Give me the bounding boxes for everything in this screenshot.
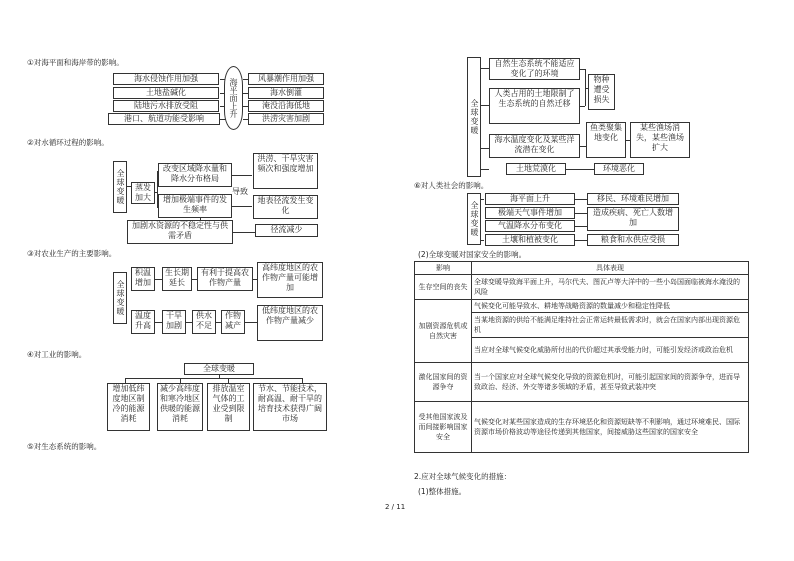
eco-not-adapt-box: 自然生态系统不能适应变化了的环境	[489, 58, 580, 80]
agri-crop-loss-box: 作物减产	[221, 310, 245, 334]
agri-warming-box: 全球变暖	[113, 272, 127, 324]
water-runoff-change-box: 地表径流发生变化	[253, 195, 318, 219]
table-cell-value: 气候变化对某些国家造成的生存环境恶化和资源短缺等不利影响，通过环境难民、国际资源市场价格波动等途径传递到其他国家，间接威胁这些国家的国家安全	[472, 402, 749, 453]
soc-migration-box: 移民、环境难民增加	[587, 193, 679, 205]
agri-drought-box: 干旱加剧	[162, 310, 186, 334]
soc-food-box: 粮食和水供应受损	[587, 234, 679, 246]
agri-growing-season-box: 生长期延长	[162, 267, 192, 291]
agri-water-short-box: 供水不足	[192, 310, 216, 334]
soc-warming-box: 全球变暖	[467, 193, 481, 245]
table-row	[415, 402, 749, 453]
soc-soil-box: 土壤和植被变化	[485, 234, 575, 246]
section-heading-ind: ④对工业的影响。	[27, 350, 87, 359]
table-row	[415, 300, 749, 313]
table-cell-value: 气候变化可能导致水、耕地等战略资源的数量减少和稳定性降低	[472, 300, 749, 313]
ind-emission-box: 排放温室气体的工业受到限制	[207, 383, 250, 431]
soc-climate-shift-box: 气温降水分布变化	[485, 220, 575, 232]
table-header-detail: 具体表现	[472, 262, 749, 275]
eco-desert-box: 土地荒漠化	[506, 163, 566, 175]
agri-high-lat-box: 高纬度地区的农作物产量可能增加	[257, 262, 323, 298]
section-heading-soc: ⑥对人类社会的影响。	[414, 181, 489, 190]
eco-land-limit-box: 人类占用的土地限制了生态系统的自然迁移	[489, 88, 580, 124]
agri-temp-rise-box: 温度升高	[131, 310, 155, 334]
table-cell-value: 全球变暖导致海平面上升，马尔代夫、图瓦卢等大洋中的一些小岛国面临被海水淹没的风险	[472, 275, 749, 300]
water-extreme-box: 增加极端事件的发生频率	[158, 194, 232, 218]
water-precip-box: 改变区域降水量和降水分布格局	[158, 163, 232, 187]
agri-low-lat-box: 低纬度地区的农作物产量减少	[257, 305, 323, 341]
table-cell-value: 当某地资源的供给不能满足维持社会正常运转最低需求时，就会在国家内部出现资源危机	[472, 313, 749, 338]
eco-species-loss-box: 物种遭受损失	[588, 74, 615, 110]
soc-extreme-box: 极端天气事件增加	[485, 207, 575, 219]
security-table	[414, 261, 749, 453]
section-heading-nat: (2)全球变暖对国家安全的影响。	[418, 250, 527, 259]
agri-accum-temp-box: 积温增加	[131, 267, 155, 291]
sea-left-box-2: 土地盐碱化	[113, 87, 219, 99]
water-warming-box: 全球变暖	[113, 161, 127, 213]
water-leads-to-label: 导致	[232, 187, 248, 196]
table-row	[415, 275, 749, 300]
section-heading-agri: ③对农业生产的主要影响。	[27, 249, 117, 258]
sea-right-box-3: 淹没沿海低地	[248, 100, 324, 112]
sea-left-box-1: 海水侵蚀作用加强	[113, 73, 219, 85]
water-evaporation-box: 蒸发加大	[131, 182, 155, 204]
water-runoff-less-box: 径流减少	[255, 224, 318, 237]
eco-env-worse-box: 环境恶化	[594, 163, 644, 175]
sea-left-box-4: 港口、航道功能受影响	[108, 113, 220, 125]
table-cell-key: 受其他国家波及而间接影响国家安全	[415, 402, 472, 453]
soc-disease-box: 造成疾病、死亡人数增加	[587, 207, 679, 231]
sea-right-box-1: 风暴潮作用加强	[248, 73, 324, 85]
eco-fish-box: 鱼类聚集地变化	[586, 122, 626, 158]
table-cell-value: 当应对全球气候变化威胁所付出的代价超过其承受能力时，可能引发经济或政治危机	[472, 338, 749, 363]
ind-tech-box: 节水、节能技术，耐高温、耐干旱的培育技术获得广阔市场	[253, 383, 327, 431]
sea-right-box-2: 海水倒灌	[248, 87, 324, 99]
sea-left-box-3: 陆地污水排放受阻	[113, 100, 219, 112]
table-cell-value: 当一个国家应对全球气候变化导致的资源危机时，可能引起国家间的资源争夺，进而导致政治、经济、外交等诸多领域的矛盾，甚至导致武装冲突	[472, 363, 749, 402]
table-cell-key: 生存空间的丧失	[415, 275, 472, 300]
eco-fishery-box: 某些渔场消失，某些渔场扩大	[630, 122, 690, 158]
eco-warming-box: 全球变暖	[467, 57, 481, 177]
table-cell-key: 加剧资源危机或自然灾害	[415, 300, 472, 363]
water-flood-box: 洪涝、干旱灾害频次和强度增加	[253, 153, 318, 189]
water-instability-box: 加剧水资源的不稳定性与供需矛盾	[127, 220, 233, 244]
section-heading-resp: 2.应对全球气候变化的措施：	[414, 472, 512, 481]
agri-raise-yield-box: 有利于提高农作物产量	[197, 267, 253, 291]
table-cell-key: 激化国家间的资源争夺	[415, 363, 472, 402]
sea-right-box-4: 洪涝灾害加剧	[248, 113, 324, 125]
section-heading-sea: ①对海平面和海岸带的影响。	[27, 58, 124, 67]
sea-level-rise-oval: 海平面上升	[224, 66, 243, 130]
section-heading-eco: ⑤对生态系统的影响。	[27, 442, 102, 451]
section-heading-water: ②对水循环过程的影响。	[27, 138, 109, 147]
section-heading-whole: (1)整体措施。	[418, 487, 467, 496]
ind-heating-box: 减少高纬度和寒冷地区供暖的能源消耗	[157, 383, 203, 431]
table-header-impact: 影响	[415, 262, 472, 275]
eco-sea-temp-box: 海水温度变化及某些洋流潜在变化	[489, 134, 580, 158]
page-number: 2 / 11	[385, 503, 406, 511]
table-row	[415, 363, 749, 402]
soc-sea-rise-box: 海平面上升	[485, 193, 575, 205]
ind-cooling-box: 增加低纬度地区制冷的能源消耗	[107, 383, 150, 431]
ind-warming-box: 全球变暖	[184, 363, 254, 375]
